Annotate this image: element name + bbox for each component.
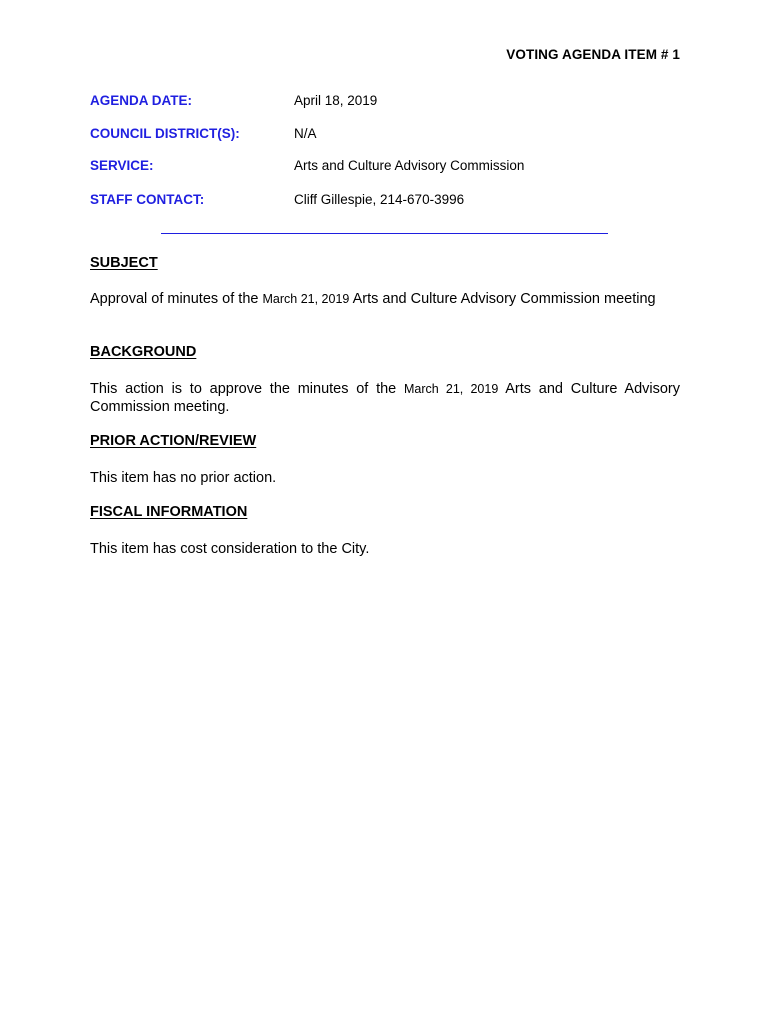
background-text-after: Arts and Culture Advisory Commission meeting. (90, 381, 681, 415)
agenda-date-value: April 18, 2019 (294, 93, 378, 108)
staff-contact-row (90, 192, 690, 210)
subject-text-after: Arts and Culture Advisory Commission meeting (349, 291, 656, 307)
council-district-value: N/A (294, 126, 317, 141)
background-text-before: This action is to approve the minutes of the (90, 381, 404, 397)
prior-action-heading: PRIOR ACTION/REVIEW (90, 433, 257, 449)
subject-meeting-date: March 21, 2019 (262, 292, 350, 306)
service-row (90, 158, 690, 176)
agenda-date-label: AGENDA DATE: (90, 93, 192, 108)
staff-contact-label: STAFF CONTACT: (90, 192, 205, 207)
agenda-date-row (90, 93, 690, 111)
fiscal-information-text: This item has cost consideration to the City. (90, 541, 370, 557)
subject-heading: SUBJECT (90, 255, 158, 271)
fiscal-information-heading: FISCAL INFORMATION (90, 504, 248, 520)
background-heading: BACKGROUND (90, 344, 197, 360)
header-divider (161, 233, 608, 234)
council-district-label: COUNCIL DISTRICT(S): (90, 126, 240, 141)
background-meeting-date: March 21, 2019 (403, 382, 499, 396)
council-district-row (90, 126, 690, 144)
voting-agenda-item-number: VOTING AGENDA ITEM # 1 (506, 47, 680, 62)
staff-contact-value: Cliff Gillespie, 214-670-3996 (294, 192, 465, 207)
subject-text (90, 290, 680, 308)
service-value: Arts and Culture Advisory Commission (294, 158, 525, 173)
service-label: SERVICE: (90, 158, 154, 173)
prior-action-text: This item has no prior action. (90, 470, 277, 486)
subject-text-before: Approval of minutes of the (90, 291, 263, 307)
background-text (90, 380, 680, 416)
